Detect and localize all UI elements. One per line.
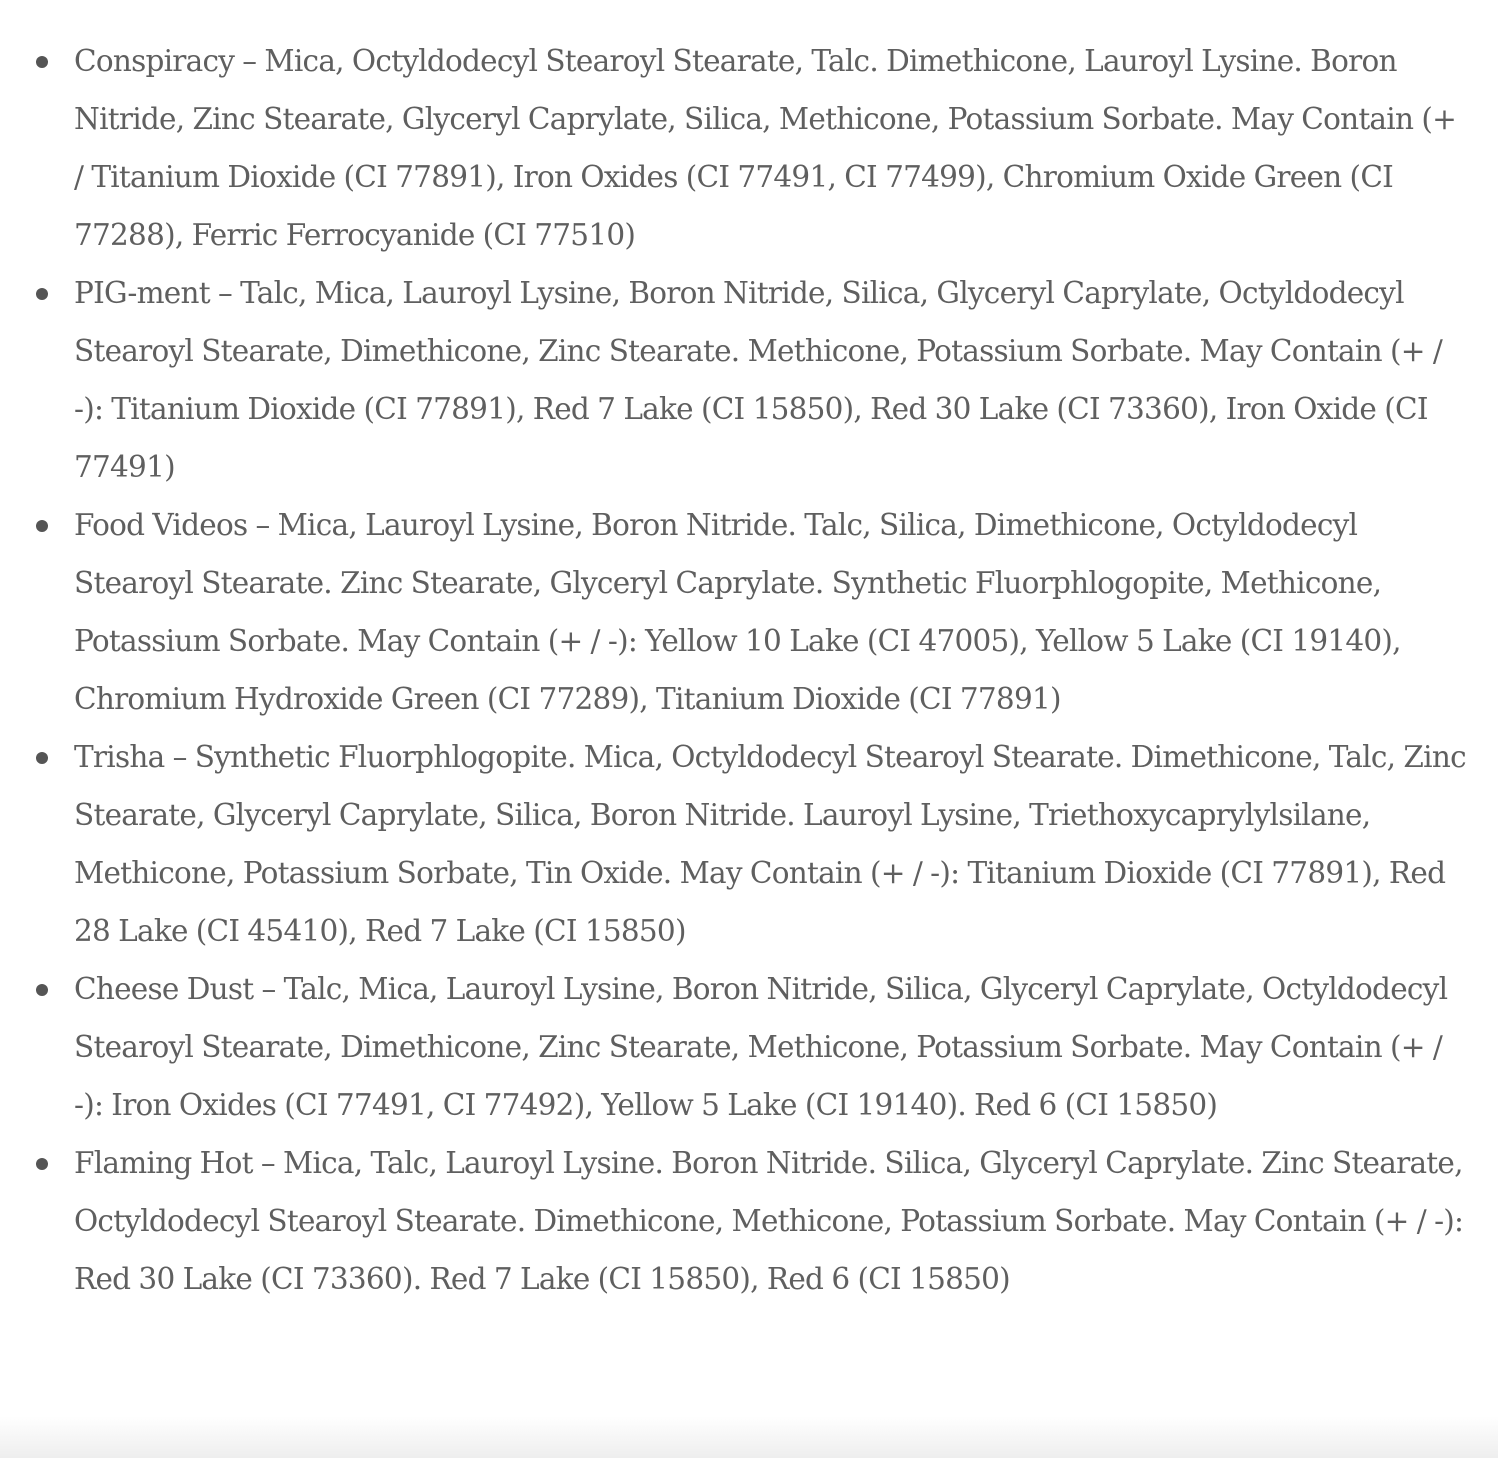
list-item-text: Food Videos – Mica, Lauroyl Lysine, Boron Nitride. Talc, Silica, Dimethicone, Octyldodecyl Stearoyl Stearate. Zinc Stearate, Glyceryl Caprylate. Synthetic Fluorphlogopite, Methicone, Potassium Sorbate. May Contain (+ / -): Yellow 10 Lake (CI 47005), Yellow 5 Lake (CI 19140), Chromium Hydroxide Green (CI 77289), Titanium Dioxide (CI 77891) bbox=[74, 508, 1401, 716]
bullet-icon bbox=[36, 1158, 48, 1170]
bullet-icon bbox=[36, 288, 48, 300]
list-item-conspiracy bbox=[74, 32, 1468, 264]
list-item-text: Cheese Dust – Talc, Mica, Lauroyl Lysine, Boron Nitride, Silica, Glyceryl Caprylate, Octyldodecyl Stearoyl Stearate, Dimethicone, Zinc Stearate, Methicone, Potassium Sorbate. May Contain (+ / -): Iron Oxides (CI 77491, CI 77492), Yellow 5 Lake (CI 19140). Red 6 (CI 15850) bbox=[74, 972, 1448, 1122]
ingredient-list bbox=[0, 32, 1498, 1308]
bullet-icon bbox=[36, 56, 48, 68]
ingredients-content bbox=[0, 32, 1498, 1308]
list-item-food-videos bbox=[74, 496, 1468, 728]
list-item-text: PIG-ment – Talc, Mica, Lauroyl Lysine, Boron Nitride, Silica, Glyceryl Caprylate, Octyldodecyl Stearoyl Stearate, Dimethicone, Zinc Stearate. Methicone, Potassium Sorbate. May Contain (+ / -): Titanium Dioxide (CI 77891), Red 7 Lake (CI 15850), Red 30 Lake (CI 73360), Iron Oxide (CI 77491) bbox=[74, 276, 1443, 484]
bottom-fade bbox=[0, 1416, 1498, 1458]
list-item-pig-ment bbox=[74, 264, 1468, 496]
bullet-icon bbox=[36, 752, 48, 764]
list-item-trisha bbox=[74, 728, 1468, 960]
list-item-flaming-hot bbox=[74, 1134, 1468, 1308]
list-item-text: Conspiracy – Mica, Octyldodecyl Stearoyl Stearate, Talc. Dimethicone, Lauroyl Lysine. Boron Nitride, Zinc Stearate, Glyceryl Caprylate, Silica, Methicone, Potassium Sorbate. May Contain (+ / Titanium Dioxide (CI 77891), Iron Oxides (CI 77491, CI 77499), Chromium Oxide Green (CI 77288), Ferric Ferrocyanide (CI 77510) bbox=[74, 44, 1457, 252]
bullet-icon bbox=[36, 520, 48, 532]
list-item-text: Trisha – Synthetic Fluorphlogopite. Mica, Octyldodecyl Stearoyl Stearate. Dimethicone, Talc, Zinc Stearate, Glyceryl Caprylate, Silica, Boron Nitride. Lauroyl Lysine, Triethoxycaprylylsilane, Methicone, Potassium Sorbate, Tin Oxide. May Contain (+ / -): Titanium Dioxide (CI 77891), Red 28 Lake (CI 45410), Red 7 Lake (CI 15850) bbox=[74, 740, 1466, 948]
list-item-cheese-dust bbox=[74, 960, 1468, 1134]
list-item-text: Flaming Hot – Mica, Talc, Lauroyl Lysine. Boron Nitride. Silica, Glyceryl Caprylate. Zinc Stearate, Octyldodecyl Stearoyl Stearate. Dimethicone, Methicone, Potassium Sorbate. May Contain (+ / -): Red 30 Lake (CI 73360). Red 7 Lake (CI 15850), Red 6 (CI 15850) bbox=[74, 1146, 1464, 1296]
bullet-icon bbox=[36, 984, 48, 996]
